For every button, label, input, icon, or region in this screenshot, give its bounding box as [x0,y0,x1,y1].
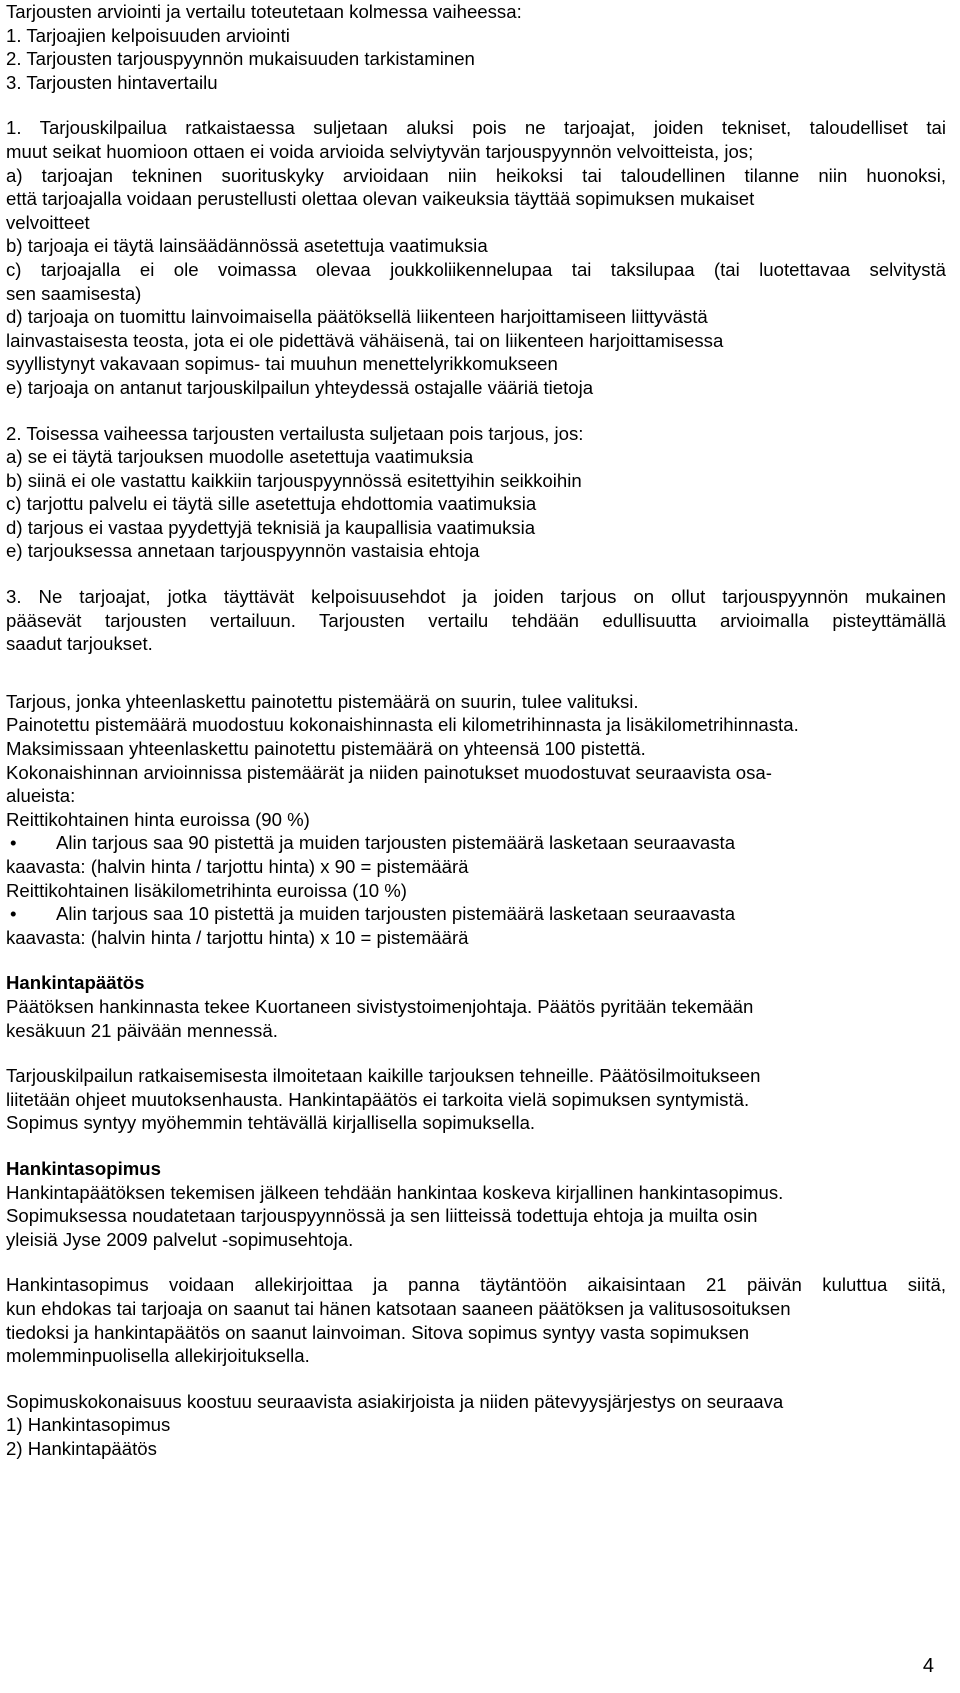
extra-km-formula: kaavasta: (halvin hinta / tarjottu hinta) x 10 = pistemäärä [6,926,469,948]
stage3-line: 3. Ne tarjoajat, jotka täyttävät kelpoisuusehdot ja joiden tarjous on ollut tarjouspyynnön mukainen [6,586,946,608]
stage1-line: lainvastaisesta teosta, jota ei ole pidettävä vähäisenä, tai on liikenteen harjoittamisessa [6,329,724,351]
extra-km-bullet-item [6,902,946,926]
spacer [6,949,946,971]
stage3-line: saadut tarjoukset. [6,633,153,655]
decision-line: Päätöksen hankinnasta tekee Kuortaneen sivistystoimenjohtaja. Päätös pyritään tekemään [6,995,754,1017]
decision-line: kesäkuun 21 päivään mennessä. [6,1019,278,1041]
stage2-line: e) tarjouksessa annetaan tarjouspyynnön vastaisia ehtoja [6,540,480,562]
stage1-line: c) tarjoajalla ei ole voimassa olevaa joukkoliikennelupaa tai taksilupaa (tai luotettavaa selvitystä [6,258,946,280]
bullet-icon: • [10,832,17,854]
extra-km-bullet-text: Alin tarjous saa 10 pistettä ja muiden tarjousten pistemäärä lasketaan seuraavasta [56,903,736,925]
stage1-line: d) tarjoaja on tuomittu lainvoimaisella päätöksellä liikenteen harjoittamiseen liittyvästä [6,306,708,328]
contract-line: tiedoksi ja hankintapäätös on saanut lainvoiman. Sitova sopimus syntyy vasta sopimuksen [6,1321,750,1343]
stage1-line: muut seikat huomioon ottaen ei voida arvioida selviytyvän tarjouspyynnön velvoitteista, jos; [6,140,754,162]
stage2-line: b) siinä ei ole vastattu kaikkiin tarjouspyynnössä esitettyihin seikkoihin [6,469,582,491]
spacer [6,1368,946,1390]
stage2-line: a) se ei täytä tarjouksen muodolle asetettuja vaatimuksia [6,446,474,468]
spacer [6,1251,946,1273]
stage1-section [6,116,946,399]
stage1-line: 1. Tarjouskilpailua ratkaistaessa suljetaan aluksi pois ne tarjoajat, joiden tekniset, taloudelliset tai [6,117,946,139]
stage1-line: e) tarjoaja on antanut tarjouskilpailun yhteydessä ostajalle vääriä tietoja [6,376,594,398]
document-page [6,0,946,1460]
stage3-section [6,585,946,656]
contract-list-item: 1) Hankintasopimus [6,1414,171,1436]
spacer [6,94,946,116]
intro-item: 1. Tarjoajien kelpoisuuden arviointi [6,24,290,46]
spacer [6,400,946,422]
decision-line: Sopimus syntyy myöhemmin tehtävällä kirjallisella sopimuksella. [6,1112,536,1134]
scoring-line: Painotettu pistemäärä muodostuu kokonaishinnasta eli kilometrihinnasta ja lisäkilometrihinnasta. [6,714,799,736]
scoring-line: Tarjous, jonka yhteenlaskettu painotettu pistemäärä on suurin, tulee valituksi. [6,690,639,712]
stage2-line: 2. Toisessa vaiheessa tarjousten vertailusta suljetaan pois tarjous, jos: [6,422,584,444]
contract-section [6,1157,946,1461]
contract-line: Hankintapäätöksen tekemisen jälkeen tehdään hankintaa koskeva kirjallinen hankintasopimus. [6,1181,784,1203]
intro-section [6,0,946,94]
contract-line: molemminpuolisella allekirjoituksella. [6,1345,310,1367]
contract-line: Hankintasopimus voidaan allekirjoittaa ja panna täytäntöön aikaisintaan 21 päivän kuluttua siitä, [6,1274,946,1296]
scoring-line: Maksimissaan yhteenlaskettu painotettu pistemäärä on yhteensä 100 pistettä. [6,738,646,760]
stage1-line: että tarjoajalla voidaan perustellusti olettaa olevan vaikeuksia täyttää sopimuksen mukaiset [6,188,755,210]
stage2-line: d) tarjous ei vastaa pyydettyjä teknisiä ja kaupallisia vaatimuksia [6,516,536,538]
stage1-line: a) tarjoajan tekninen suorituskyky arvioidaan niin heikoksi tai taloudellinen tilanne niin huonoksi, [6,164,946,186]
page-number: 4 [922,1655,934,1677]
contract-heading: Hankintasopimus [6,1157,161,1179]
contract-line: kun ehdokas tai tarjoaja on saanut tai hänen katsotaan saaneen päätöksen ja valitusosoituksen [6,1297,791,1319]
stage1-line: b) tarjoaja ei täytä lainsäädännössä asetettuja vaatimuksia [6,235,488,257]
scoring-line: alueista: [6,785,76,807]
decision-line: Tarjouskilpailun ratkaisemisesta ilmoitetaan kaikille tarjouksen tehneille. Päätösilmoitukseen [6,1065,761,1087]
route-price-bullet-text: Alin tarjous saa 90 pistettä ja muiden tarjousten pistemäärä lasketaan seuraavasta [56,832,736,854]
decision-section [6,971,946,1135]
stage2-line: c) tarjottu palvelu ei täytä sille asetettuja ehdottomia vaatimuksia [6,493,537,515]
contract-line: Sopimuksessa noudatetaan tarjouspyynnössä ja sen liitteissä todettuja ehtoja ja muilta osin [6,1205,758,1227]
spacer [6,1135,946,1157]
spacer [6,1042,946,1064]
contract-line: yleisiä Jyse 2009 palvelut -sopimusehtoja. [6,1228,354,1250]
contract-line: Sopimuskokonaisuus koostuu seuraavista asiakirjoista ja niiden pätevyysjärjestys on seuraava [6,1390,784,1412]
scoring-section [6,690,946,950]
stage3-line: pääsevät tarjousten vertailuun. Tarjousten vertailu tehdään edullisuutta arvioimalla pisteyttämällä [6,609,946,631]
decision-heading: Hankintapäätös [6,972,145,994]
route-price-formula: kaavasta: (halvin hinta / tarjottu hinta) x 90 = pistemäärä [6,856,469,877]
intro-heading: Tarjousten arviointi ja vertailu toteutetaan kolmessa vaiheessa: [6,1,522,22]
spacer [6,656,946,690]
contract-list-item: 2) Hankintapäätös [6,1437,157,1459]
route-price-bullet-item [6,831,946,855]
route-price-heading: Reittikohtainen hinta euroissa (90 %) [6,808,310,830]
intro-item: 3. Tarjousten hintavertailu [6,71,218,93]
scoring-line: Kokonaishinnan arvioinnissa pistemäärät ja niiden painotukset muodostuvat seuraavista osa- [6,761,772,783]
stage1-line: velvoitteet [6,211,90,233]
spacer [6,563,946,585]
bullet-icon: • [10,903,17,925]
stage1-line: syyllistynyt vakavaan sopimus- tai muuhun menettelyrikkomukseen [6,353,558,375]
extra-km-heading: Reittikohtainen lisäkilometrihinta euroissa (10 %) [6,879,407,901]
stage1-line: sen saamisesta) [6,282,142,304]
intro-item: 2. Tarjousten tarjouspyynnön mukaisuuden tarkistaminen [6,48,475,70]
stage2-section [6,422,946,564]
decision-line: liitetään ohjeet muutoksenhausta. Hankintapäätös ei tarkoita vielä sopimuksen syntymistä. [6,1088,750,1110]
